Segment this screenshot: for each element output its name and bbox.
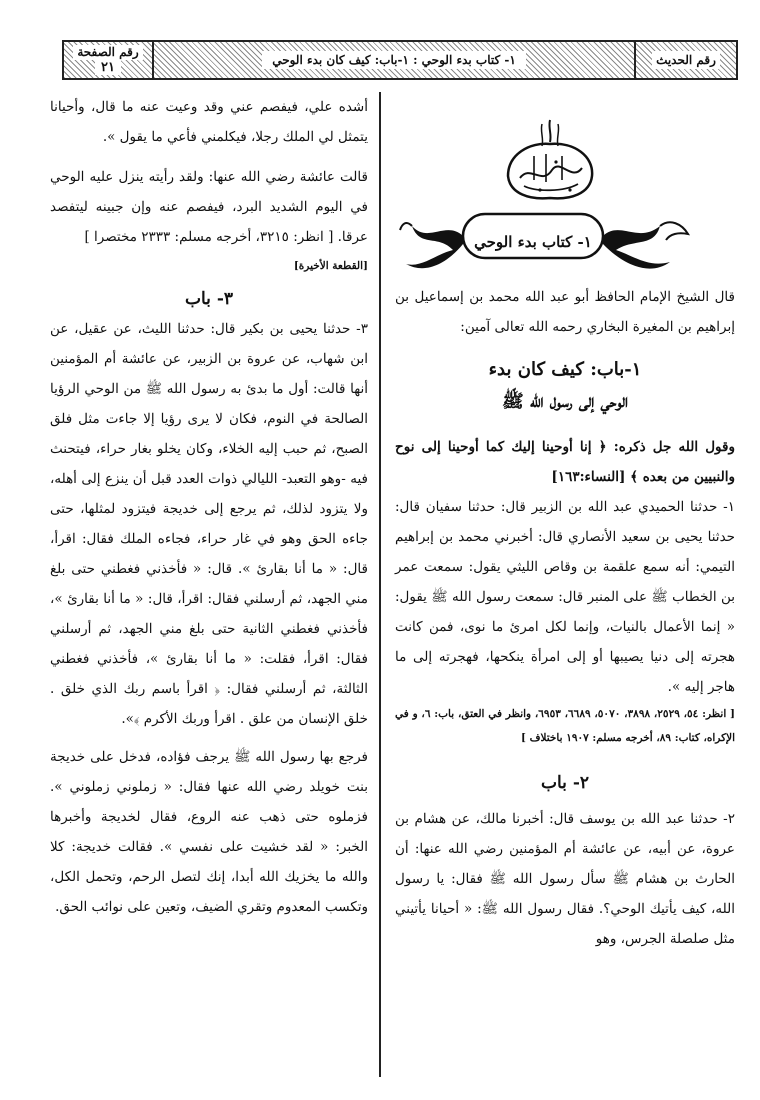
chapter3-heading: ٣- باب — [184, 289, 234, 309]
hadith1-reference-note: [ انظر: ٥٤، ٢٥٢٩، ٣٨٩٨، ٥٠٧٠، ٦٦٨٩، ٦٩٥٣، وانظر في العتق، باب: ٦، و في الإكراه، كتاب: ٨٩، أخرجه مسلم: ١٩٠٧ باختلاف ] — [395, 708, 736, 744]
column-divider — [379, 92, 381, 1077]
page-number-label: رقم الصفحة — [73, 45, 142, 60]
chapter2-heading: ٢- باب — [540, 773, 590, 793]
page-number: ٢١ — [95, 60, 121, 75]
hadith3-part2: فرجع بها رسول الله ﷺ يرجف فؤاده، فدخل على خديجة بنت خويلد رضي الله عنها فقال: « زملوني زملوني ». فزملوه حتى ذهب عنه الروع، فقال لخديجة وأخبرها الخبر: « لقد خشيت على نفسي ». فقالت خديجة: كلا والله ما يخزيك الله أبدا، إنك لتصل الرحم، وتحمل الكل، وتكسب المعدوم وتقري الضيف، وتعين على نوائب الحق. — [50, 749, 368, 915]
hadith-number-box — [636, 42, 736, 78]
page-header — [62, 40, 738, 80]
chapter1-title-line1: ١-باب: كيف كان بدء — [488, 359, 642, 380]
chapter-banner-title: ١- كتاب بدء الوحي — [474, 233, 592, 251]
last-piece-note: [القطعة الأخيرة] — [293, 260, 368, 272]
page-number-box — [64, 42, 152, 78]
hadith-number-label: رقم الحديث — [652, 51, 720, 69]
running-title-box — [152, 42, 636, 78]
emblem-space — [395, 92, 735, 282]
chapter1-title-line2: الوحي إلى رسول الله ﷺ — [502, 391, 628, 412]
intro-paragraph: قال الشيخ الإمام الحافظ أبو عبد الله محمد بن إسماعيل بن إبراهيم بن المغيرة البخاري رحمه الله تعالى آمين: — [395, 289, 735, 335]
running-title: ١- كتاب بدء الوحي : ١-باب: كيف كان بدء الوحي — [262, 51, 526, 69]
hadith2-text: ٢- حدثنا عبد الله بن يوسف قال: أخبرنا مالك، عن هشام بن عروة، عن أبيه، عن عائشة أم المؤمنين رضي الله عنها: أن الحارث بن هشام ﷺ سأل رسول الله ﷺ فقال: يا رسول الله، كيف يأتيك الوحي؟. فقال رسول الله ﷺ: « أحيانا يأتيني مثل صلصلة الجرس، وهو — [395, 811, 735, 947]
hadith3-part1: ٣- حدثنا يحيى بن بكير قال: حدثنا الليث، عن عقيل، عن ابن شهاب، عن عروة بن الزبير، عن عائشة أم المؤمنين أنها قالت: أول ما بدئ به رسول الله ﷺ من الوحي الرؤيا الصالحة في النوم، فكان لا يرى رؤيا إلا جاءت مثل فلق الصبح، ثم حبب إليه الخلاء، وكان يخلو بغار حراء، فيتحنث فيه -وهو التعبد- الليالي ذوات العدد قبل أن ينزع إلى أهله، ولا يتزود لذلك، ثم يرجع إلى خديجة فيتزود لمثلها، حتى جاءه الحق وهو في غار حراء، فجاءه الملك فقال: اقرأ، قال: « ما أنا بقارئ ». قال: « فأخذني فغطني حتى بلغ مني الجهد، ثم أرسلني فقال: اقرأ، قال: « ما أنا بقارئ »، فأخذني فغطني الثانية حتى بلغ مني الجهد، ثم أرسلني فقال: اقرأ، فقلت: « ما أنا بقارئ »، فأخذني فغطني الثالثة، ثم أرسلني فقال: ﴿ اقرأ باسم ربك الذي خلق . خلق الإنسان من علق . اقرأ وربك الأكرم ﴾». — [50, 321, 368, 727]
verse-paragraph: وقول الله جل ذكره: ﴿ إنا أوحينا إليك كما أوحينا إلى نوح والنبيين من بعده ﴾ [النساء:١٦٣] — [395, 439, 735, 485]
right-column — [395, 92, 735, 954]
hadith1-text: ١- حدثنا الحميدي عبد الله بن الزبير قال: حدثنا سفيان قال: حدثنا يحيى بن سعيد الأنصاري قال: أخبرني محمد بن إبراهيم التيمي: أنه سمع علقمة بن وقاص الليثي يقول: سمعت عمر بن الخطاب ﷺ على المنبر قال: سمعت رسول الله ﷺ يقول: « إنما الأعمال بالنيات، وإنما لكل امرئ ما نوى، فمن كانت هجرته إلى دنيا يصيبها أو إلى امرأة ينكحها، فهجرته إلى ما هاجر إليه ». — [395, 499, 735, 695]
aisha-note: قالت عائشة رضي الله عنها: ولقد رأيته ينزل عليه الوحي في اليوم الشديد البرد، فيفصم عنه وإن جبينه ليتفصد عرقا. [ انظر: ٣٢١٥، أخرجه مسلم: ٢٣٣٣ مختصرا ] — [50, 169, 368, 245]
left-column — [50, 92, 368, 922]
hadith2-continuation: أشده علي، فيفصم عني وقد وعيت عنه ما قال، وأحيانا يتمثل لي الملك رجلا، فيكلمني فأعي ما يقول ». — [50, 99, 368, 145]
